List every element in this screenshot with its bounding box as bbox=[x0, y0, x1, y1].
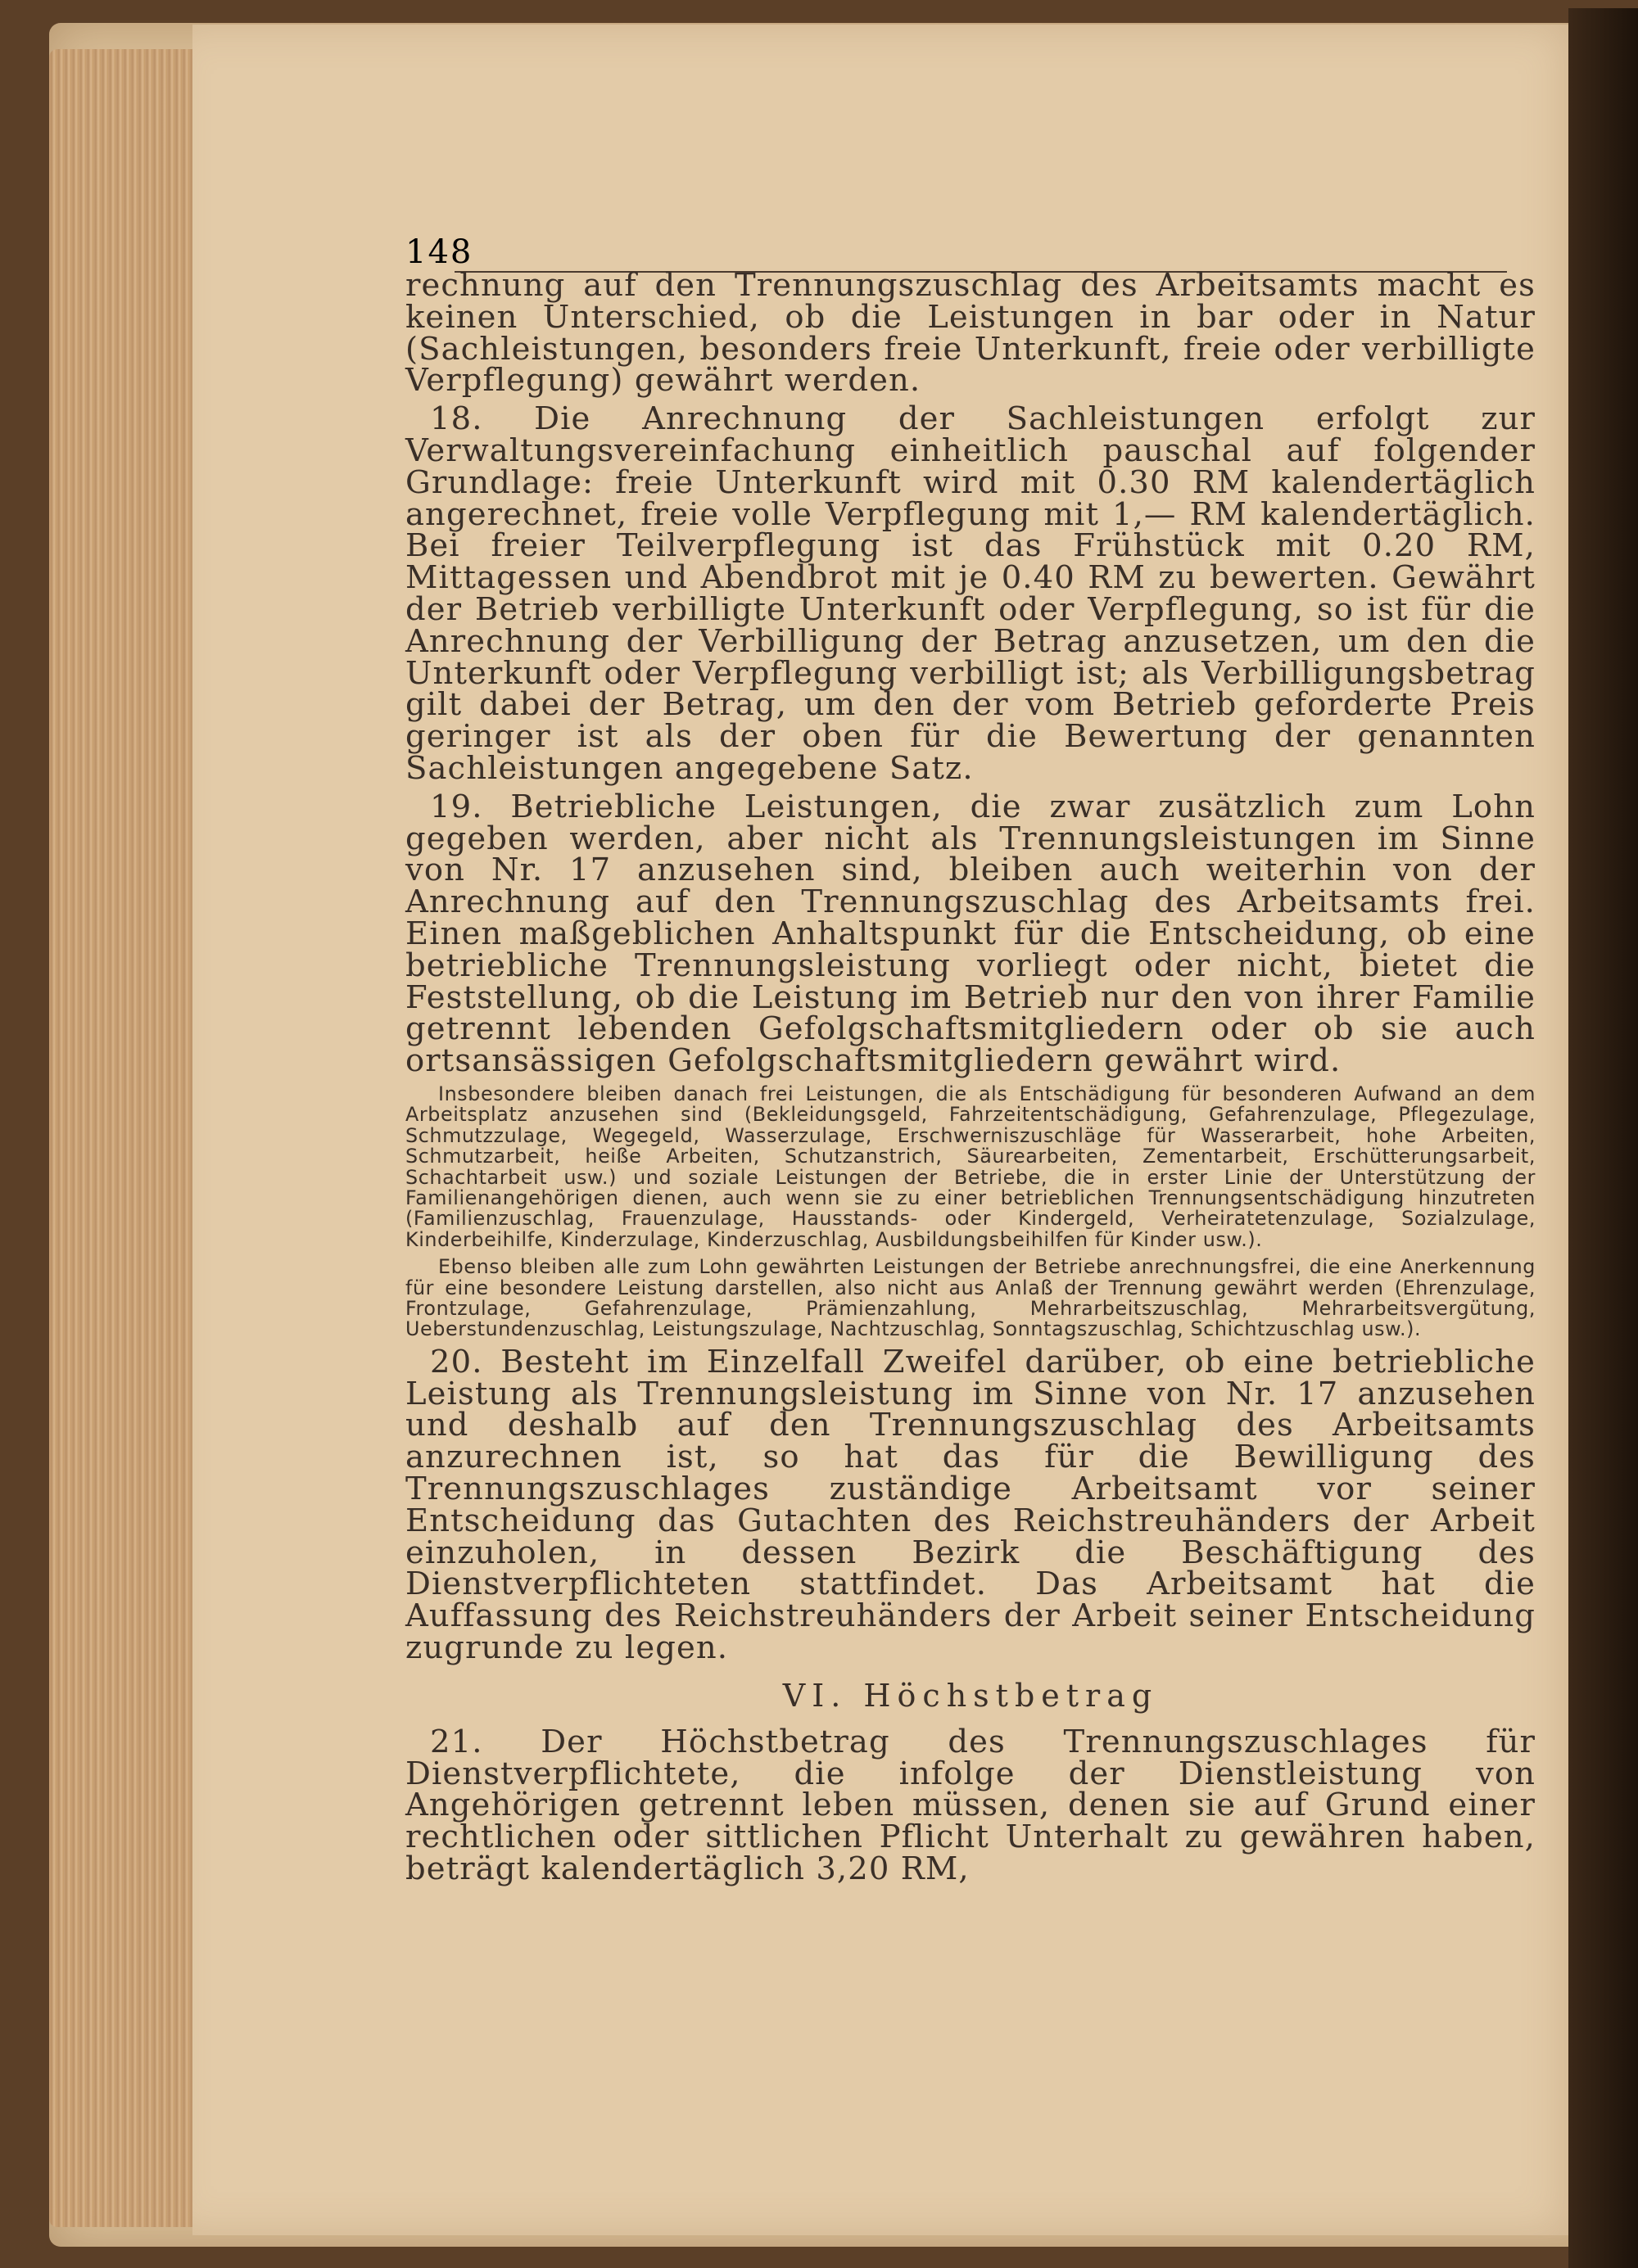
paragraph-20: 20. Besteht im Einzelfall Zweifel darüber, ob eine betriebliche Leistung als Trennungsleistung im Sinne von Nr. 17 anzusehen und deshalb auf den Trennungszuschlag des Arbeitsamts anzurechnen ist, so hat das für die Bewilligung des Trennungszuschlages zuständige Arbeitsamt vor seiner Entscheidung das Gutachten des Reichstreuhänders der Arbeit einzuholen, in dessen Bezirk die Beschäftigung des Dienstverpflichteten stattfindet. Das Arbeitsamt hat die Auffassung des Reichstreuhänders der Arbeit seiner Entscheidung zugrunde zu legen. bbox=[405, 1343, 1536, 1666]
page-body bbox=[405, 267, 1536, 1887]
section-heading: VI. Höchstbetrag bbox=[782, 1677, 1159, 1714]
page-edges bbox=[49, 49, 197, 2227]
page-number: 148 bbox=[405, 233, 473, 271]
spine-shadow bbox=[1568, 8, 1638, 2268]
paragraph-continuation: rechnung auf den Trennungszuschlag des Arbeitsamts macht es keinen Unterschied, ob die Leistungen in bar oder in Natur (Sachleistungen, besonders freie Unterkunft, freie oder verbilligte Verpflegung) gewährt werden. bbox=[405, 267, 1536, 400]
page-header bbox=[405, 217, 1507, 274]
paragraph-19: 19. Betriebliche Leistungen, die zwar zusätzlich zum Lohn gegeben werden, aber nicht als Trennungsleistungen im Sinne von Nr. 17 anzusehen sind, bleiben auch weiterhin von der Anrechnung auf den Trennungszuschlag des Arbeitsamts frei. Einen maßgeblichen Anhaltspunkt für die Entscheidung, ob eine betriebliche Trennungsleistung vorliegt oder nicht, bietet die Feststellung, ob die Leistung im Betrieb nur den von ihrer Familie getrennt lebenden Gefolgschaftsmitgliedern oder ob sie auch ortsansässigen Gefolgschaftsmitgliedern gewährt wird. bbox=[405, 788, 1536, 1080]
paragraph-21: 21. Der Höchstbetrag des Trennungszuschlages für Dienstverpflichtete, die infolge der Dienstleistung von Angehörigen getrennt leben müssen, denen sie auf Grund einer rechtlichen oder sittlichen Pflicht Unterhalt zu gewähren haben, beträgt kalendertäglich 3,20 RM, bbox=[405, 1723, 1536, 1887]
small-print-note-2: Ebenso bleiben alle zum Lohn gewährten Leistungen der Betriebe anrechnungsfrei, die eine Anerkennung für eine besondere Leistung darstellen, also nicht aus Anlaß der Trennung gewährt werden (Ehrenzulage, Frontzulage, Gefahrenzulage, Prämienzahlung, Mehrarbeitszuschlag, Mehrarbeitsvergütung, Ueberstundenzuschlag, Leistungszulage, Nachtzuschlag, Sonntagszuschlag, Schichtzuschlag usw.). bbox=[405, 1255, 1536, 1341]
small-print-note-1: Insbesondere bleiben danach frei Leistungen, die als Entschädigung für besonderen Aufwand an dem Arbeitsplatz anzusehen sind (Bekleidungsgeld, Fahrzeitentschädigung, Gefahrenzulage, Pflegezulage, Schmutzzulage, Wegegeld, Wasserzulage, Erschwerniszuschläge für Wasserarbeit, hohe Arbeiten, Schmutzarbeit, heiße Arbeiten, Schutzanstrich, Säurearbeiten, Zementarbeit, Erschütterungsarbeit, Schachtarbeit usw.) und soziale Leistungen der Betriebe, die in erster Linie der Unterstützung der Familienangehörigen dienen, auch wenn sie zu einer betrieblichen Trennungsentschädigung hinzutreten (Familienzuschlag, Frauenzulage, Hausstands- oder Kindergeld, Verheiratetenzulage, Sozialzulage, Kinderbeihilfe, Kinderzulage, Kinderzuschlag, Ausbildungsbeihilfen für Kinder usw.). bbox=[405, 1082, 1536, 1251]
paragraph-18: 18. Die Anrechnung der Sachleistungen erfolgt zur Verwaltungsvereinfachung einheitlich pauschal auf folgender Grundlage: freie Unterkunft wird mit 0.30 RM kalendertäglich angerechnet, freie volle Verpflegung mit 1,— RM kalendertäglich. Bei freier Teilverpflegung ist das Frühstück mit 0.20 RM, Mittagessen und Abendbrot mit je 0.40 RM zu bewerten. Gewährt der Betrieb verbilligte Unterkunft oder Verpflegung, so ist für die Anrechnung der Verbilligung der Betrag anzusetzen, um den die Unterkunft oder Verpflegung verbilligt ist; als Verbilligungsbetrag gilt dabei der Betrag, um den der vom Betrieb geforderte Preis geringer ist als der oben für die Bewertung der genannten Sachleistungen angegebene Satz. bbox=[405, 400, 1536, 787]
